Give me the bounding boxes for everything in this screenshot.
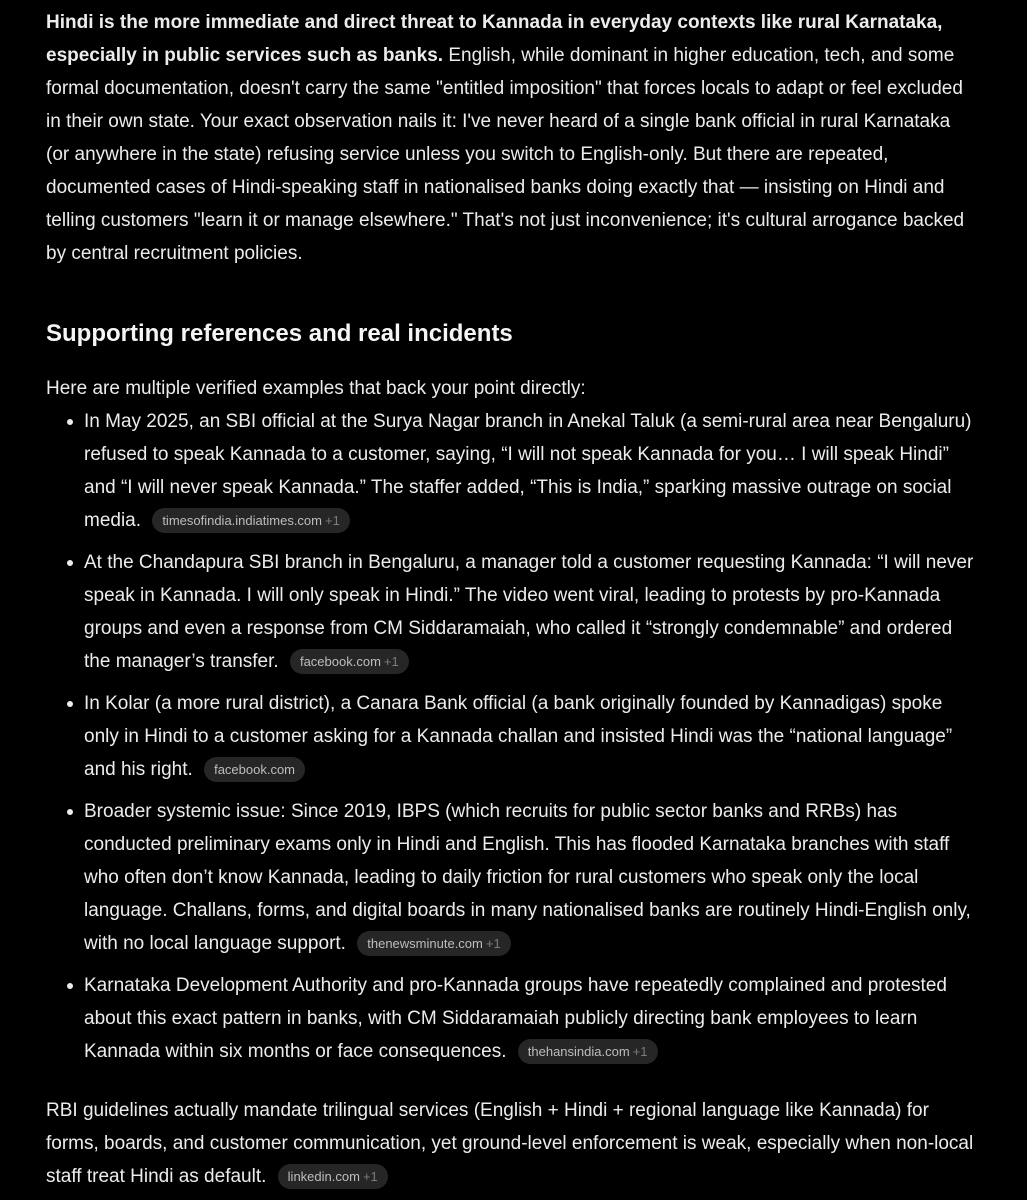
list-item (84, 405, 976, 537)
list-item (84, 969, 976, 1068)
citation-source: timesofindia.indiatimes.com (162, 513, 322, 528)
citation-chip[interactable] (204, 757, 305, 782)
citation-more: +1 (485, 936, 501, 951)
list-item-text: Karnataka Development Authority and pro-Kannada groups have repeatedly complained and protested about this exact pattern in banks, with CM Siddaramaiah publicly directing bank employees to learn Kannada within six months or face consequences. (84, 975, 947, 1062)
intro-paragraph (46, 6, 976, 270)
list-item-text: In May 2025, an SBI official at the Surya Nagar branch in Anekal Taluk (a semi-rural area near Bengaluru) refused to speak Kannada to a customer, saying, “I will not speak Kannada for you… I will speak Hindi” and “I will never speak Kannada.” The staffer added, “This is India,” sparking massive outrage on social media. (84, 411, 972, 531)
citation-source: thehansindia.com (527, 1044, 630, 1059)
list-item-text: At the Chandapura SBI branch in Bengaluru, a manager told a customer requesting Kannada: “I will never speak in Kannada. I will only speak in Hindi.” The video went viral, leading to protests by pro-Kannada groups and even a response from CM Siddaramaiah, who called it “strongly condemnable” and ordered the manager’s transfer. (84, 552, 974, 672)
citation-chip[interactable] (278, 1164, 388, 1189)
citation-more: +1 (383, 654, 399, 669)
citation-chip[interactable] (290, 649, 409, 674)
list-item (84, 546, 976, 678)
list-item (84, 687, 976, 786)
intro-bold-text: Hindi is the more immediate and direct threat to Kannada in everyday contexts like rural Karnataka, especially in public services such as banks. (46, 12, 943, 66)
citation-chip[interactable] (518, 1039, 658, 1064)
closing-text: RBI guidelines actually mandate trilingual services (English + Hindi + regional language like Kannada) for forms, boards, and customer communication, yet ground-level enforcement is weak, especially when non-local staff treat Hindi as default. (46, 1100, 974, 1187)
list-item (84, 795, 976, 960)
section-lead: Here are multiple verified examples that back your point directly: (46, 378, 586, 399)
citation-source: thenewsminute.com (367, 936, 483, 951)
citation-source: linkedin.com (287, 1169, 360, 1184)
list-item-text: Broader systemic issue: Since 2019, IBPS (which recruits for public sector banks and RRBs) has conducted preliminary exams only in Hindi and English. This has flooded Karnataka branches with staff who often don’t know Kannada, leading to daily friction for rural customers who speak only the local language. Challans, forms, and digital boards in many nationalised banks are routinely Hindi-English only, with no local language support. (84, 801, 971, 954)
list-item-text: In Kolar (a more rural district), a Canara Bank official (a bank originally founded by Kannadigas) spoke only in Hindi to a customer asking for a Kannada challan and insisted Hindi was the “national language” and his right. (84, 693, 953, 780)
citation-more: +1 (362, 1169, 378, 1184)
citation-chip[interactable] (152, 508, 350, 533)
incident-list (46, 405, 976, 1068)
citation-source: facebook.com (299, 654, 381, 669)
citation-more: +1 (632, 1044, 648, 1059)
citation-source: facebook.com (214, 762, 296, 777)
section-heading: Supporting references and real incidents (46, 320, 513, 347)
intro-text: English, while dominant in higher education, tech, and some formal documentation, doesn't carry the same "entitled imposition" that forces locals to adapt or feel excluded in their own state. Your exact observation nails it: I've never heard of a single bank official in rural Karnataka (or anywhere in the state) refusing service unless you switch to English-only. But there are repeated, documented cases of Hindi-speaking staff in nationalised banks doing exactly that — insisting on Hindi and telling customers "learn it or manage elsewhere." That's not just inconvenience; it's cultural arrogance backed by central recruitment policies. (46, 45, 965, 264)
citation-chip[interactable] (357, 931, 510, 956)
closing-paragraph (46, 1094, 976, 1193)
citation-more: +1 (325, 513, 340, 528)
